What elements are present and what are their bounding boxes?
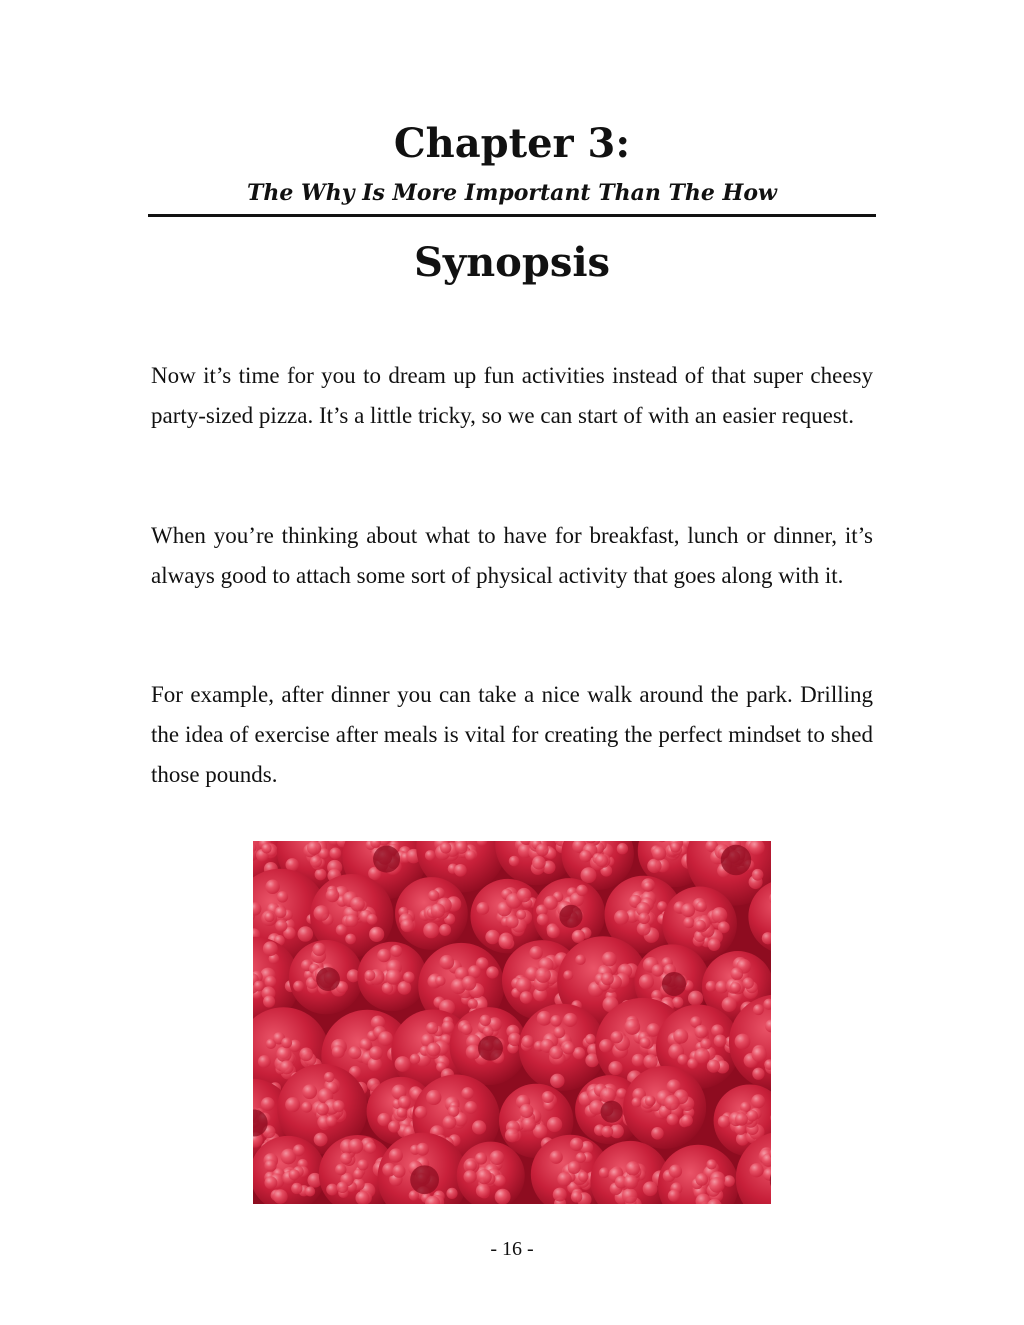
raspberries-illustration bbox=[253, 841, 771, 1204]
raspberry bbox=[519, 1004, 606, 1091]
raspberry bbox=[395, 877, 468, 950]
raspberry bbox=[357, 942, 426, 1011]
section-title: Synopsis bbox=[413, 239, 611, 286]
paragraph-3: For example, after dinner you can take a nice walk around the park. Drilling the idea of exercise after meals is vital for creating the perfect mindset to shed those pounds. bbox=[151, 682, 873, 787]
header-divider bbox=[148, 214, 876, 217]
paragraph-2: When you’re thinking about what to have for breakfast, lunch or dinner, it’s always good to attach some sort of physical activity that goes along with it. bbox=[151, 523, 873, 588]
raspberry bbox=[289, 940, 363, 1014]
page-number: - 16 - bbox=[490, 1238, 534, 1260]
paragraph-1: Now it’s time for you to dream up fun activities instead of that super cheesy party-sized pizza. It’s a little tricky, so we can start of with an easier request. bbox=[151, 363, 873, 428]
raspberry bbox=[623, 1066, 706, 1149]
raspberry bbox=[449, 1007, 527, 1085]
raspberries-photo bbox=[253, 841, 771, 1204]
chapter-subtitle: The Why Is More Important Than The How bbox=[247, 180, 777, 206]
chapter-title: Chapter 3: bbox=[393, 120, 631, 167]
